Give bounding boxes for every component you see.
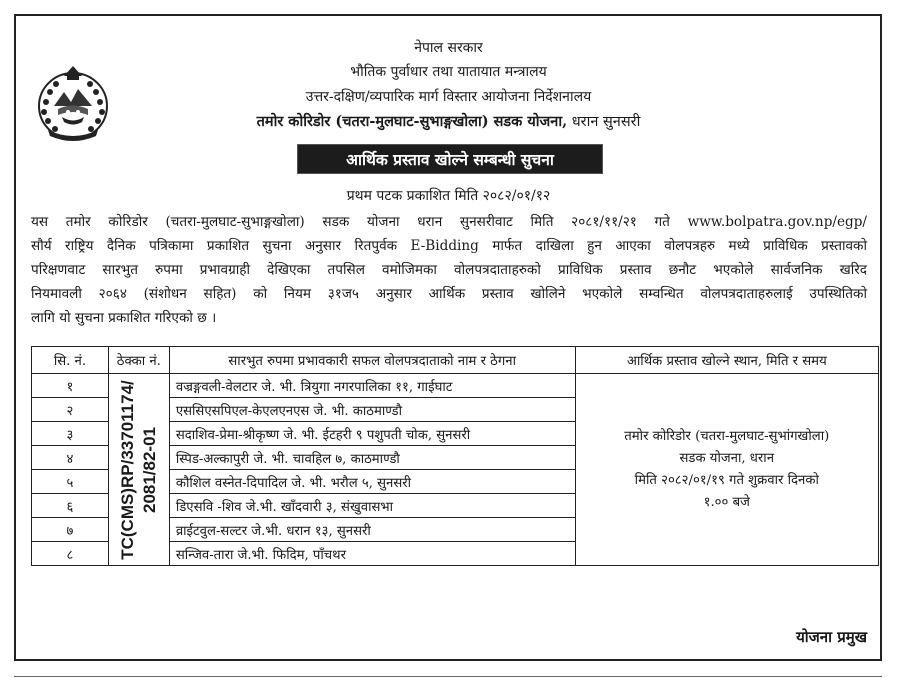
contract-number-line2: 2081/82-01 — [139, 426, 159, 513]
bidder-cell: सन्जिव-तारा जे.भी. फिदिम, पाँचथर — [169, 542, 575, 566]
header-project-location: धरान सुनसरी — [567, 114, 641, 130]
contract-no-cell — [108, 374, 169, 566]
bottom-rule — [14, 676, 882, 677]
bidder-cell: व्राईटवुल-सल्टर जे.भी. धरान १३, सुनसरी — [169, 518, 575, 542]
header-government: नेपाल सरकार — [414, 40, 483, 56]
serial-cell: १ — [32, 374, 109, 398]
venue-line4: १.०० बजे — [703, 494, 750, 510]
body-line: नियमावली २०६४ (संशोधन सहित) को नियम ३१ज५ अनुसार आर्थिक प्रस्ताव खोलिने भएकोले सम्वन्धित वोलपत्रदाताहरुलाई उपस्थितिको — [31, 286, 867, 302]
venue-cell — [575, 374, 878, 566]
venue-line2: सडक योजना, धरान — [679, 450, 775, 466]
bidder-cell: डिएसवि -शिव जे.भी. खाँदवारी ३, संखुवासभा — [169, 494, 575, 518]
notice-title-banner: आर्थिक प्रस्ताव खोल्ने सम्बन्धी सुचना — [297, 144, 603, 174]
header-venue: आर्थिक प्रस्ताव खोल्ने स्थान, मिति र समय — [575, 347, 878, 374]
header-serial: सि. नं. — [32, 347, 109, 374]
body-line: परिक्षणवाट सारभुत रुपमा प्रभावग्राही देखिएका तपसिल वमोजिमका वोलपत्रदाताहरुको प्राविधिक प्रस्ताव छनौट भएकोले सार्वजनिक खरिद — [31, 262, 867, 278]
serial-cell: २ — [32, 398, 109, 422]
contract-number-line1: TC(CMS)RP/33701174/ — [117, 379, 137, 560]
publication-date: प्रथम पटक प्रकाशित मिति २०८२/०१/१२ — [346, 188, 551, 204]
table-row — [32, 374, 879, 398]
serial-cell: ४ — [32, 446, 109, 470]
bidder-cell: कौशिल वस्नेत-दिपादिल जे. भी. भरौल ५, सुनसरी — [169, 470, 575, 494]
bidder-cell: सदाशिव-प्रेमा-श्रीकृष्ण जे. भी. ईटहरी ९ पशुपती चोक, सुनसरी — [169, 422, 575, 446]
serial-cell: ३ — [32, 422, 109, 446]
header-directorate: उत्तर-दक्षिण/व्यपारिक मार्ग विस्तार आयोजना निर्देशनालय — [305, 89, 592, 105]
serial-cell: ८ — [32, 542, 109, 566]
serial-cell: ६ — [32, 494, 109, 518]
signoff: योजना प्रमुख — [796, 628, 867, 646]
body-line: सौर्य राष्ट्रिय दैनिक पत्रिकामा प्रकाशित सुचना अनुसार रितपुर्वक E-Bidding मार्फत दाखिला हुन आएका वोलपत्रहरु मध्ये प्राविधिक प्रस्तावको — [31, 238, 867, 254]
header-project — [0, 111, 897, 131]
bidder-cell: एससिएसपिएल-केएलएनएस जे. भी. काठमाण्डौ — [169, 398, 575, 422]
bidder-cell: स्पिड-अल्कापुरी जे. भी. चावहिल ७, काठमाण्डौ — [169, 446, 575, 470]
contract-number — [117, 380, 161, 560]
header-bidder: सारभुत रुपमा प्रभावकारी सफल वोलपत्रदाताको नाम र ठेगना — [169, 347, 575, 374]
serial-cell: ५ — [32, 470, 109, 494]
serial-cell: ७ — [32, 518, 109, 542]
notice-body — [31, 210, 867, 330]
header-contract-no: ठेक्का नं. — [108, 347, 169, 374]
venue-line1: तमोर कोरिडोर (चतरा-मुलघाट-सुभांगखोला) — [624, 428, 830, 444]
shortlist-table — [31, 346, 879, 566]
body-line: लागि यो सुचना प्रकाशित गरिएको छ । — [31, 310, 217, 326]
venue-line3: मिति २०८२/०१/१९ गते शुक्रवार दिनको — [634, 472, 819, 488]
header-project-name: तमोर कोरिडोर (चतरा-मुलघाट-सुभाङ्गखोला) सडक योजना, — [256, 113, 568, 130]
bidder-cell: वज्रङ्गवली-वेलटार जे. भी. त्रियुगा नगरपालिका ११, गाईघाट — [169, 374, 575, 398]
body-line: यस तमोर कोरिडोर (चतरा-मुलघाट-सुभाङ्गखोला) सडक योजना धरान सुनसरीवाट मिति २०८१/११/२१ गते www.bolpatra.gov.np/egp/ — [31, 214, 867, 230]
table-header-row — [32, 347, 879, 374]
header-ministry: भौतिक पुर्वाधार तथा यातायात मन्त्रालय — [350, 64, 547, 80]
